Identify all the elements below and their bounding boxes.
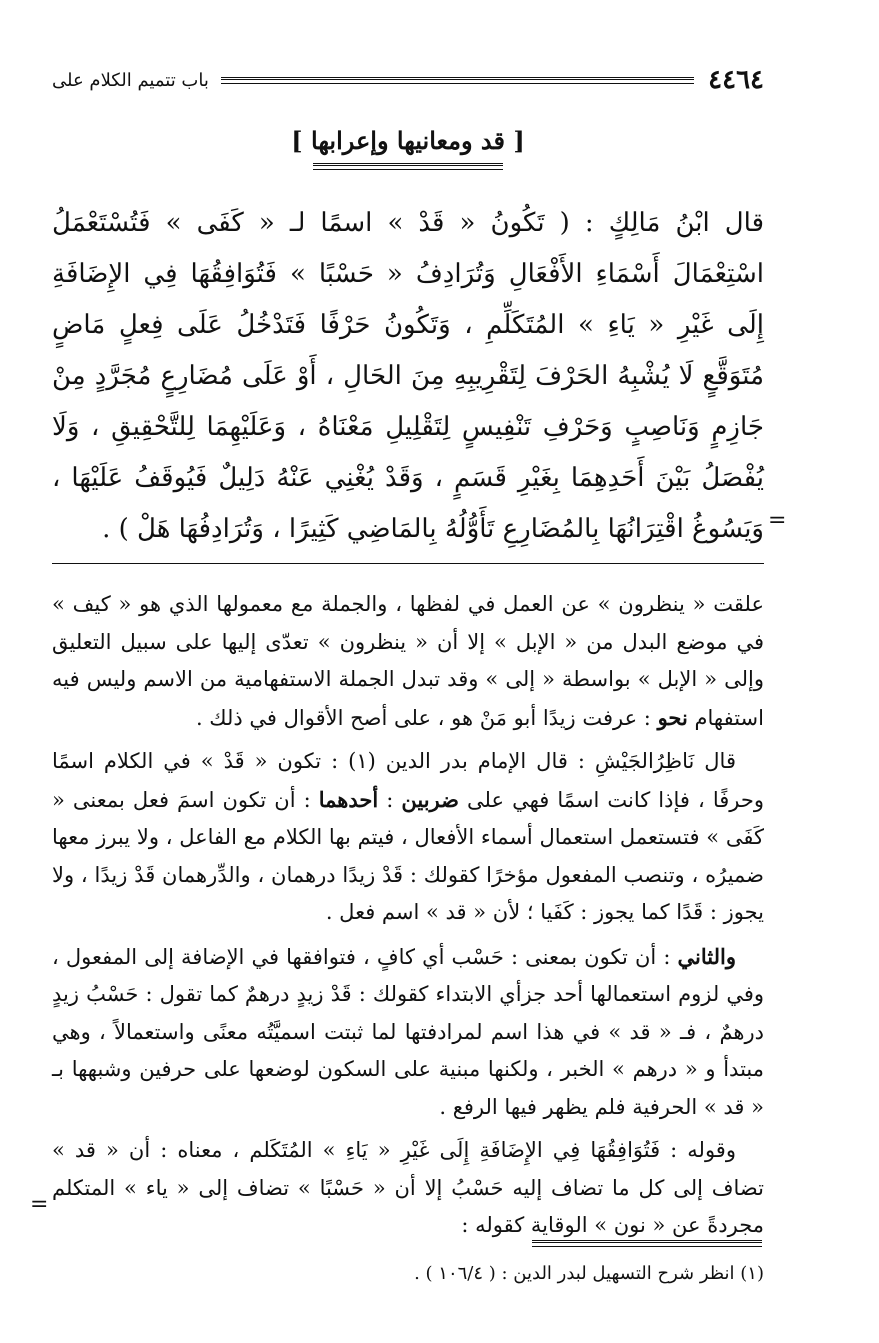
main-text-rule [52,563,764,564]
main-text [52,198,764,555]
header-rule [221,77,694,84]
bold-term: نحو [657,704,688,730]
bold-term: أحدهما [318,786,379,812]
main-text-speaker: قال ابْنُ مَالِكٍ : [584,208,764,238]
footnote-rule [532,1240,762,1247]
continuation-mark: = [768,508,787,533]
page-number: ٤٤٦٤ [708,65,764,95]
section-title-block [52,126,764,170]
chapter-title: باب تتميم الكلام على [52,69,209,91]
paragraph-text: قال الإمام بدر الدين (١) : تكون « قَدْ » في الكلام اسمًا وحرفًا ، فإذا كانت اسمًا فهي على [52,749,764,812]
paragraph-text: : [386,787,394,812]
paragraph-text: : أن تكون بمعنى : حَسْب أي كافٍ ، فتوافقها في الإضافة إلى المفعول ، وفي لزوم استعمالها أحد جزأي الابتداء كقولك : قَدْ زيدٍ درهمٌ كما تقول : حَسْبُ زيدٍ درهمٌ ، فـ « قد » في هذا اسم لمرادفتها لما ثبتت اسميَّتُه معنًى واستعمالاً ، وهي مبتدأ و « درهم » الخبر ، ولكنها مبنية على السكون لوضعها على حرفين وشبهها بـ « قد » الحرفية فلم يظهر فيها الرفع . [52,944,764,1119]
paragraph-text: : عرفت زيدًا أبو مَنْ هو ، على أصح الأقوال في ذلك . [195,705,651,730]
commentary-paragraph [52,938,764,1127]
main-text-body: ( تَكُونُ « قَدْ » اسمًا لـ « كَفَى » فَتُسْتَعْمَلُ اسْتِعْمَالَ أَسْمَاءِ الأَفْعَالِ وَتُرَادِفُ « حَسْبًا » فَتُوَافِقُهَا فِي الإِضَافَةِ إِلَى غَيْرِ « يَاءِ » المُتَكَلِّمِ ، وَتَكُونُ حَرْفًا فَتَدْخُلُ عَلَى فِعلٍ مَاضٍ مُتَوَقَّعٍ لَا يُشْبِهُ الحَرْفَ لِتَقْرِيبِهِ مِنَ الحَالِ ، أَوْ عَلَى مُضَارِعٍ مُجَرَّدٍ مِنْ جَازِمٍ وَنَاصِبٍ وَحَرْفِ تَنْفِيسٍ لِتَقْلِيلِ مَعْنَاهُ ، وَعَلَيْهِمَا لِلتَّحْقِيقِ ، وَلَا يُفْصَلُ بَيْنَ أَحَدِهِمَا بِغَيْرِ قَسَمٍ ، وَقَدْ يُغْنِي عَنْهُ دَلِيلٌ فَيُوقَفُ عَلَيْهَا ، وَيَسُوغُ اقْتِرَانُهَا بِالمُضَارِعِ تَأَوُّلُهُ بِالمَاضِي كَثِيرًا ، وَتُرَادِفُهَا هَلْ ) . [52,208,764,544]
commentary-paragraph [52,1132,764,1245]
footnote: (١) انظر شرح التسهيل لبدر الدين : ( ١٠٦/٤ ) . [414,1263,764,1284]
title-rule [313,163,503,170]
bold-term: والثاني [677,943,736,969]
commentary-paragraph [52,586,764,737]
section-title: [ قد ومعانيها وإعرابها ] [291,126,525,155]
page [52,60,764,1251]
paragraph-text: : أن تكون اسمَ فعل بمعنى « كَفَى » فتستعمل استعمال أسماء الأفعال ، فيتم بها الكلام مع الفاعل ، ولا يبرز معها ضميرُه ، وتنصب المفعول مؤخرًا كقولك : قَدْ زيدًا درهمان ، والدِّرهمان قَدْ زيدًا ، ولا يجوز : قَدًا كما يجوز : كَفَيا ؛ لأن « قد » اسم فعل . [52,787,764,924]
bold-term: ضربين [401,786,459,812]
continuation-mark: = [30,1192,49,1217]
commentary-paragraph [52,743,764,932]
commentary-speaker: قال نَاظِرُالجَيْشِ : [577,749,736,773]
commentary [52,586,764,1245]
paragraph-text: علقت « ينظرون » عن العمل في لفظها ، والجملة مع معمولها الذي هو « كيف » في موضع البدل من « الإبل » إلا أن « ينظرون » تعدّى إليها على سبيل التعليق وإلى « الإبل » بواسطة « إلى » وقد تبدل الجملة الاستفهامية من الاسم وليس فيه استفهام [52,592,764,730]
running-header [52,60,764,100]
paragraph-text: وقوله : فَتُوَافِقُهَا فِي الإِضَافَةِ إِلَى غَيْرِ « يَاءِ » المُتَكَلم ، معناه : أن « قد » تضاف إلى كل ما تضاف إليه حَسْبُ إلا أن « حَسْبًا » تضاف إلى « ياء » المتكلم مجردةً عن « نون » الوقاية كقوله : [52,1138,764,1237]
